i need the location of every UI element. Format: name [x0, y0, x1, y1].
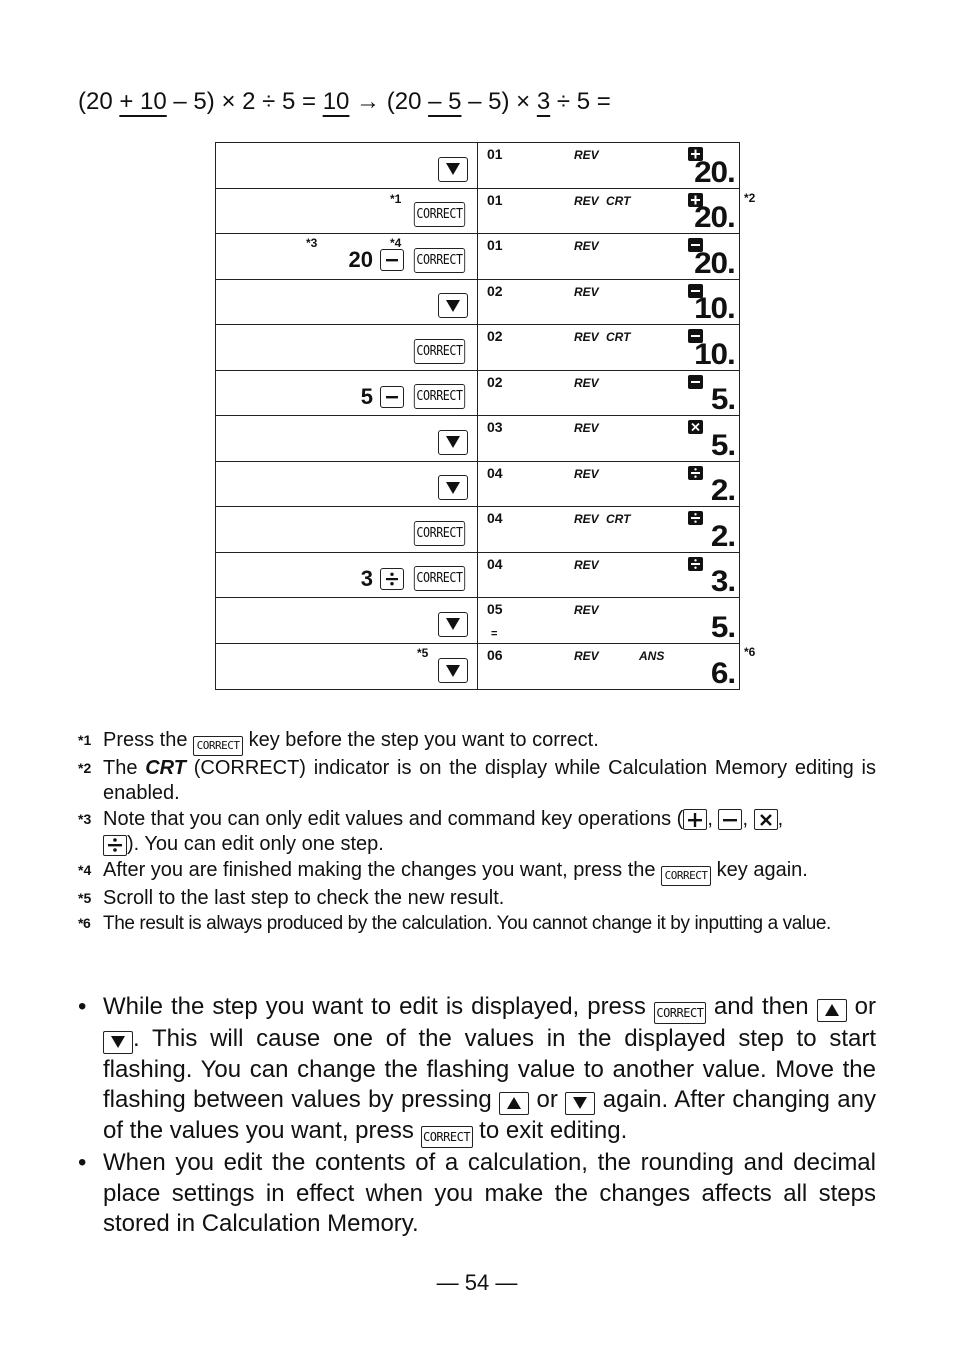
step-number: 02 — [487, 282, 503, 299]
key-operation-cell — [216, 416, 478, 461]
correct-key-icon: CORRECT — [421, 1126, 473, 1148]
table-row — [216, 325, 739, 371]
table-row — [216, 371, 739, 417]
times-indicator-icon — [688, 420, 703, 434]
times-key-icon — [754, 809, 778, 830]
rev-indicator: REV — [574, 557, 599, 572]
footnote-mark: *3 — [78, 810, 92, 827]
footnote-mark-5: *5 — [417, 645, 429, 660]
operation-display-table — [215, 142, 740, 690]
bullet-text: . This will cause one of the values in the displayed step to start flashing. You can change the flashing value to another value. Move the flashing between values by pressing — [103, 1025, 876, 1114]
footnote-text: key before the step you want to correct. — [243, 729, 599, 751]
footnote-3 — [78, 807, 876, 858]
equals-indicator: = — [491, 627, 498, 640]
minus-key-icon — [380, 386, 404, 408]
key-sequence — [361, 566, 468, 591]
display-cell — [478, 325, 739, 370]
correct-key-icon: CORRECT — [414, 339, 465, 364]
correct-key-icon: CORRECT — [414, 521, 465, 546]
correct-key-icon: CORRECT — [654, 1002, 706, 1024]
key-sequence — [411, 202, 468, 227]
key-operation-cell — [216, 325, 478, 370]
display-cell — [478, 507, 739, 552]
display-value: 10. — [694, 292, 735, 325]
step-number: 02 — [487, 328, 503, 344]
footnote-4 — [78, 858, 876, 886]
display-value: 6. — [710, 657, 735, 690]
instruction-bullets — [78, 992, 876, 1240]
number-input: 20 — [348, 247, 373, 272]
rev-indicator: REV — [574, 648, 599, 663]
eq-part: ÷ 5 = — [550, 88, 611, 115]
crt-indicator-text: CRT — [145, 756, 186, 779]
correct-key-icon: CORRECT — [414, 566, 465, 591]
step-number: 04 — [487, 510, 503, 526]
step-number: 04 — [487, 555, 503, 572]
rev-indicator: REV — [574, 603, 599, 617]
table-row — [216, 189, 739, 235]
footnote-mark: *4 — [78, 861, 92, 878]
number-input: 5 — [360, 383, 373, 409]
footnote-mark: *5 — [78, 889, 92, 906]
table-row — [216, 553, 739, 599]
eq-part: (20 — [78, 88, 120, 115]
rev-indicator: REV — [574, 330, 599, 344]
display-cell — [478, 371, 739, 416]
step-number: 05 — [487, 601, 503, 617]
display-cell — [478, 234, 739, 279]
key-operation-cell — [216, 507, 478, 552]
rev-indicator: REV — [574, 284, 599, 299]
eq-underlined-part: – 5 — [428, 88, 462, 115]
correct-key-icon: CORRECT — [414, 248, 465, 273]
number-input: 3 — [360, 565, 373, 591]
key-sequence — [411, 521, 468, 546]
step-number: 02 — [487, 373, 503, 390]
step-number: 03 — [487, 419, 503, 435]
rev-indicator: REV — [574, 512, 599, 526]
down-arrow-key-icon — [438, 293, 468, 318]
footnote-mark-6: *6 — [744, 645, 756, 659]
display-value: 5. — [710, 610, 735, 644]
footnote-mark-2: *2 — [744, 191, 756, 205]
display-value: 20. — [694, 155, 735, 189]
key-sequence — [438, 430, 468, 455]
footnote-text: ). You can edit only one step. — [127, 833, 384, 856]
minus-key-icon — [380, 249, 404, 271]
footnote-2 — [78, 756, 876, 807]
table-row — [216, 416, 739, 462]
divide-indicator-icon — [688, 466, 703, 480]
footnote-mark: *2 — [78, 759, 92, 776]
crt-indicator: CRT — [606, 193, 631, 208]
key-sequence — [361, 384, 468, 409]
key-sequence — [411, 339, 468, 364]
down-arrow-key-icon — [438, 475, 468, 500]
display-cell — [478, 462, 739, 507]
key-operation-cell — [216, 280, 478, 325]
key-operation-cell — [216, 143, 478, 188]
footnote-1 — [78, 728, 876, 756]
display-value: 2. — [710, 519, 735, 553]
step-number: 04 — [487, 464, 503, 481]
key-operation-cell — [216, 189, 478, 234]
display-cell — [478, 644, 739, 690]
divide-key-icon — [380, 568, 404, 590]
footnote-text: The — [103, 756, 146, 779]
page-number: — 54 — — [436, 1270, 518, 1295]
bullet-text: and then — [705, 993, 817, 1020]
display-cell — [478, 280, 739, 325]
bullet-dot: • — [78, 993, 87, 1020]
down-arrow-key-icon — [103, 1031, 133, 1054]
rev-indicator: REV — [574, 421, 599, 435]
eq-underlined-part: 3 — [536, 88, 551, 115]
footnotes — [78, 728, 876, 937]
display-value: 5. — [710, 383, 735, 416]
display-cell — [478, 189, 739, 234]
correct-key-icon: CORRECT — [414, 202, 465, 227]
step-number: 01 — [487, 146, 503, 162]
display-value: 5. — [710, 428, 735, 462]
eq-underlined-part: 10 — [322, 88, 350, 115]
display-cell — [478, 553, 739, 598]
eq-part: – 5) × — [461, 88, 537, 115]
display-value: 10. — [694, 337, 735, 371]
crt-indicator: CRT — [606, 512, 631, 526]
bullet-text: or — [529, 1086, 566, 1114]
table-row — [216, 143, 739, 189]
correct-key-icon: CORRECT — [193, 736, 243, 756]
footnote-text: Scroll to the last step to check the new result. — [103, 886, 505, 909]
key-operation-cell — [216, 371, 478, 416]
footnote-text: After you are finished making the changes you want, press the — [103, 858, 662, 881]
key-sequence — [349, 248, 468, 273]
footnote-text: key again. — [711, 858, 808, 881]
footnote-text: Note that you can only edit values and command key operations ( — [103, 807, 684, 830]
eq-part: – 5) × 2 ÷ 5 = — [166, 88, 323, 115]
divide-indicator-icon — [688, 511, 703, 525]
bullet-item — [78, 1148, 876, 1240]
eq-underlined-part: + 10 — [119, 88, 167, 115]
key-operation-cell — [216, 644, 478, 690]
up-arrow-key-icon — [499, 1092, 529, 1115]
display-value: 20. — [694, 246, 735, 280]
key-sequence — [438, 612, 468, 637]
bullet-text: When you edit the contents of a calculation, the rounding and decimal place settings in effect when you make the changes affects all steps stored in Calculation Memory. — [103, 1149, 876, 1237]
rev-indicator: REV — [574, 466, 599, 481]
example-equation — [78, 88, 611, 116]
footnote-text: (CORRECT) indicator is on the display while Calculation Memory editing is enabled. — [103, 756, 876, 805]
divide-indicator-icon — [688, 557, 703, 571]
rev-indicator: REV — [574, 375, 599, 390]
down-arrow-key-icon — [565, 1092, 595, 1115]
key-sequence — [438, 157, 468, 182]
step-number: 06 — [487, 646, 503, 663]
footnote-mark-4: *4 — [390, 236, 402, 250]
rev-indicator: REV — [574, 148, 599, 162]
bullet-text: again. After changing any of the values you want, press — [103, 1086, 876, 1144]
step-number: 01 — [487, 237, 503, 253]
table-row — [216, 644, 739, 690]
footnote-text: , — [742, 807, 754, 830]
footnote-text: , — [707, 807, 719, 830]
table-row — [216, 462, 739, 508]
display-value: 2. — [710, 474, 735, 507]
down-arrow-key-icon — [438, 612, 468, 637]
key-sequence — [438, 475, 468, 500]
footnote-mark: *6 — [78, 915, 91, 931]
table-row — [216, 598, 739, 644]
footnote-text: The result is always produced by the calculation. You cannot change it by inputting a value. — [103, 913, 831, 934]
display-cell — [478, 598, 739, 643]
eq-part: → (20 — [349, 88, 429, 115]
key-operation-cell — [216, 553, 478, 598]
footnote-6 — [78, 911, 876, 937]
minus-indicator-icon — [688, 375, 703, 389]
key-operation-cell — [216, 462, 478, 507]
key-sequence — [438, 658, 468, 683]
footnote-mark: *1 — [78, 732, 92, 748]
correct-key-icon: CORRECT — [414, 384, 465, 409]
rev-indicator: REV — [574, 193, 599, 208]
bullet-text: or — [846, 993, 876, 1020]
table-row — [216, 280, 739, 326]
down-arrow-key-icon — [438, 430, 468, 455]
crt-indicator: CRT — [606, 330, 631, 344]
down-arrow-key-icon — [438, 658, 468, 683]
bullet-dot: • — [78, 1149, 87, 1176]
key-operation-cell — [216, 598, 478, 643]
ans-indicator: ANS — [639, 648, 665, 663]
up-arrow-key-icon — [817, 999, 847, 1022]
table-row — [216, 234, 739, 280]
table-row — [216, 507, 739, 553]
minus-key-icon — [718, 809, 742, 830]
footnote-text: Press the — [103, 729, 194, 751]
display-cell — [478, 143, 739, 188]
footnote-5 — [78, 886, 876, 912]
correct-key-icon: CORRECT — [661, 866, 711, 886]
display-cell — [478, 416, 739, 461]
footnote-mark-1: *1 — [390, 191, 402, 206]
display-value: 20. — [694, 201, 735, 234]
footnote-mark-3: *3 — [306, 236, 318, 250]
step-number: 01 — [487, 191, 503, 208]
bullet-text: to exit editing. — [472, 1116, 628, 1144]
display-value: 3. — [710, 565, 735, 598]
key-sequence — [438, 293, 468, 318]
key-operation-cell — [216, 234, 478, 279]
plus-key-icon — [683, 809, 707, 830]
footnote-text: , — [777, 807, 784, 830]
bullet-text: While the step you want to edit is displayed, press — [103, 993, 654, 1020]
down-arrow-key-icon — [438, 157, 468, 182]
rev-indicator: REV — [574, 239, 599, 253]
divide-key-icon — [103, 835, 127, 856]
bullet-item — [78, 992, 876, 1148]
